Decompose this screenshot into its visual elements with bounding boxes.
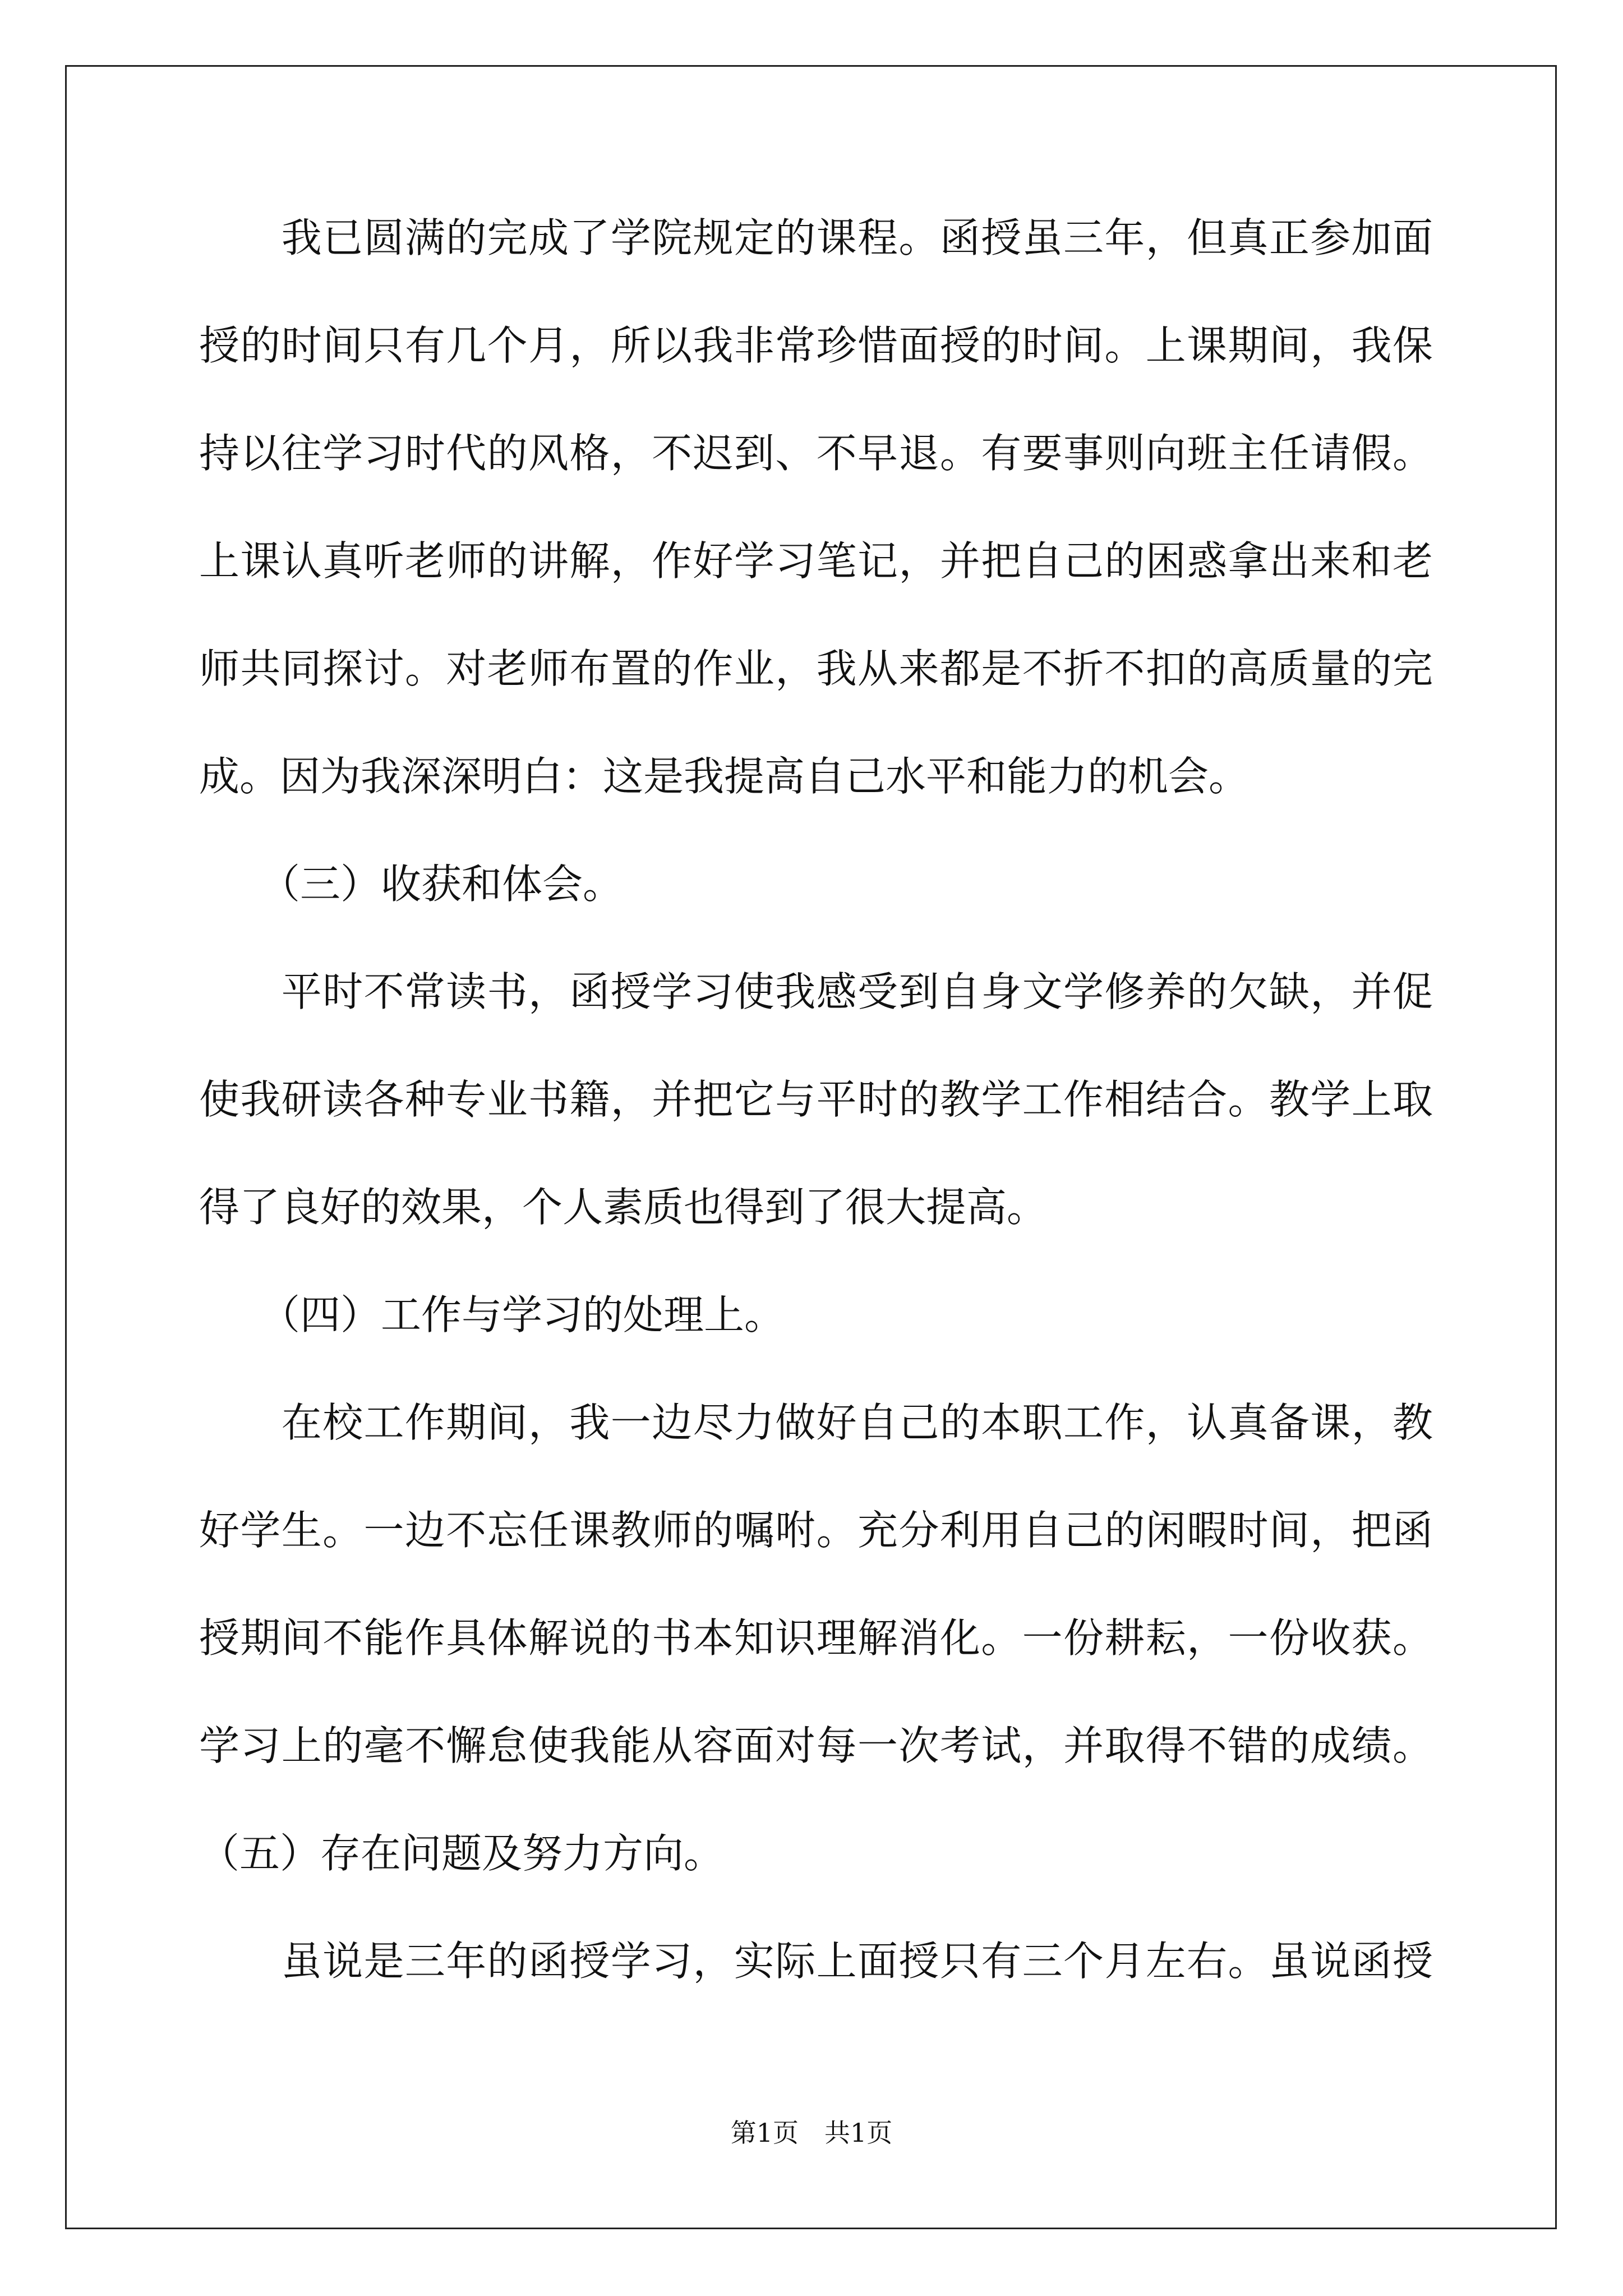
text-line: 学习上的毫不懈怠使我能从容面对每一次考试，并取得不错的成绩。 bbox=[199, 1722, 1433, 1769]
text-line: 我已圆满的完成了学院规定的课程。函授虽三年，但真正参加面 bbox=[199, 214, 1433, 261]
text-line: 虽说是三年的函授学习，实际上面授只有三个月左右。虽说函授 bbox=[199, 1938, 1433, 1985]
text-line: 在校工作期间，我一边尽力做好自己的本职工作，认真备课，教 bbox=[199, 1399, 1433, 1446]
text-line: 上课认真听老师的讲解，作好学习笔记，并把自己的困惑拿出来和老 bbox=[199, 537, 1433, 585]
text-line: 授期间不能作具体解说的书本知识理解消化。一份耕耘，一份收获。 bbox=[199, 1614, 1433, 1662]
text-line: 平时不常读书，函授学习使我感受到自身文学修养的欠缺，并促 bbox=[199, 968, 1433, 1015]
section-heading: （四）工作与学习的处理上。 bbox=[199, 1291, 785, 1338]
page-footer: 第1页 共1页 bbox=[730, 2118, 893, 2148]
section-heading: （五）存在问题及努力方向。 bbox=[199, 1830, 725, 1877]
text-line: 使我研读各种专业书籍，并把它与平时的教学工作相结合。教学上取 bbox=[199, 1076, 1433, 1123]
text-line: 成。因为我深深明白：这是我提高自己水平和能力的机会。 bbox=[199, 753, 1249, 800]
text-line: 授的时间只有几个月，所以我非常珍惜面授的时间。上课期间，我保 bbox=[199, 322, 1433, 369]
text-line: 好学生。一边不忘任课教师的嘱咐。充分利用自己的闲暇时间，把函 bbox=[199, 1507, 1433, 1554]
text-line: 持以往学习时代的风格，不迟到、不早退。有要事则向班主任请假。 bbox=[199, 430, 1433, 477]
document-body bbox=[199, 208, 1433, 2039]
text-line: 师共同探讨。对老师布置的作业，我从来都是不折不扣的高质量的完 bbox=[199, 645, 1433, 692]
section-heading: （三）收获和体会。 bbox=[199, 861, 624, 908]
text-line: 得了良好的效果，个人素质也得到了很大提高。 bbox=[199, 1184, 1048, 1231]
